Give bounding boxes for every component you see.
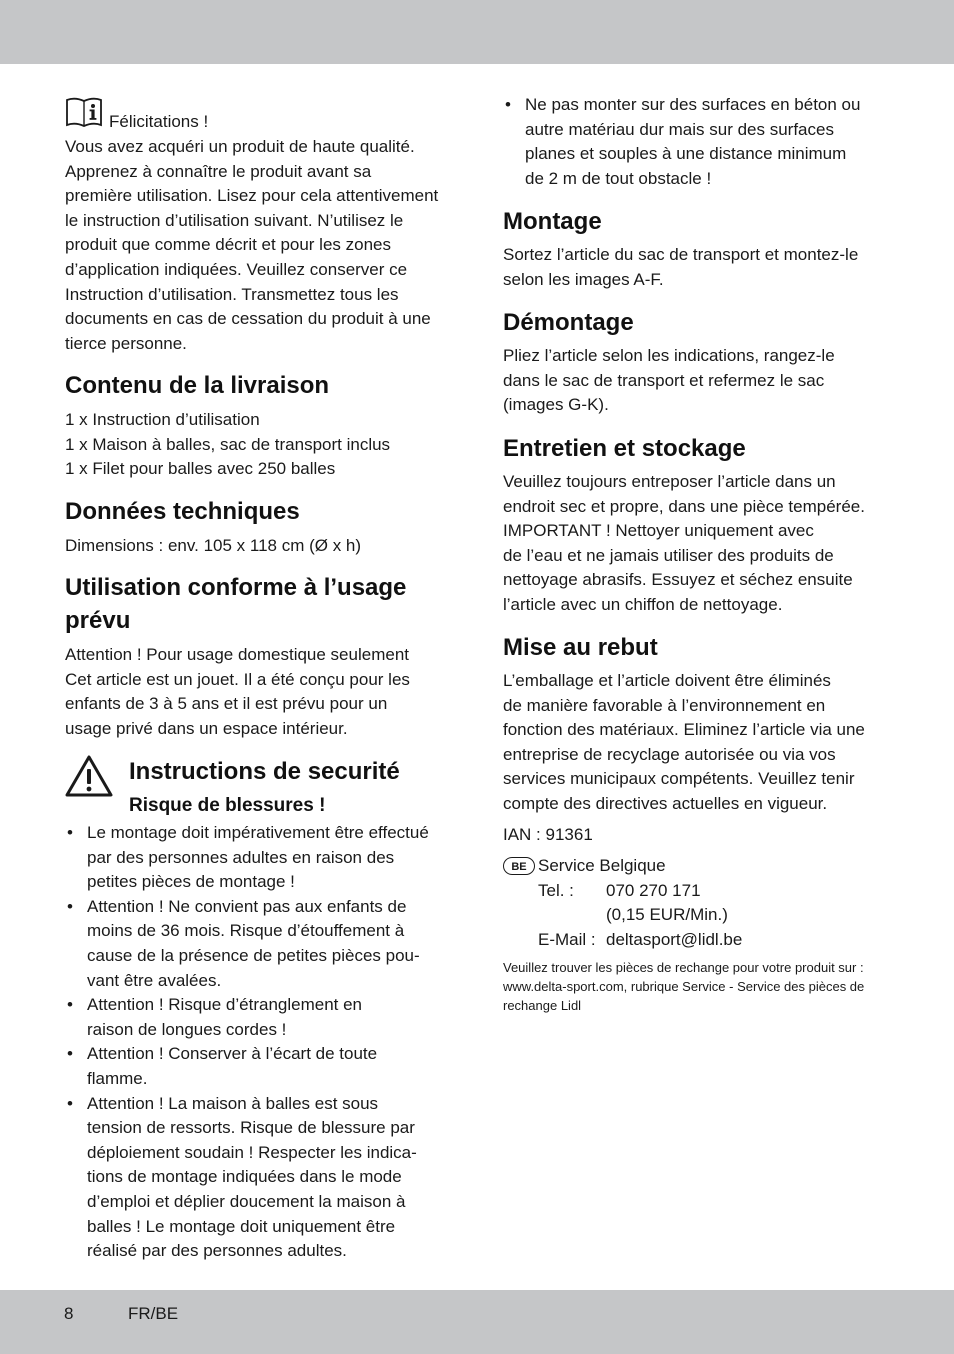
text-line: Veuillez toujours entreposer l’article dans un	[503, 472, 836, 491]
country-badge-be: BE	[503, 857, 535, 875]
safety-bullet	[65, 895, 455, 993]
bullet-line: planes et souples à une distance minimum	[525, 144, 847, 164]
safety-subheading: Risque de blessures !	[129, 795, 326, 816]
text-line: L’emballage et l’article doivent être éliminés	[503, 671, 831, 690]
intended-use-heading-line1: Utilisation conforme à l’usage	[65, 574, 407, 601]
bullet-line: • Attention ! Risque d’étranglement en	[87, 995, 363, 1015]
safety-bullet-list-continued	[503, 93, 893, 191]
bullet-line: petites pièces de montage !	[87, 872, 295, 892]
intro-line: d’application indiquées. Veuillez conserver ce	[65, 259, 408, 279]
bullet-line: tions de montage indiquées dans le mode	[87, 1167, 402, 1187]
text-line: de l’eau et ne jamais utiliser des produits de	[503, 545, 834, 565]
bullet-line: déploiement soudain ! Respecter les indica-	[87, 1142, 417, 1162]
care-paragraph	[503, 470, 865, 618]
intro-line: produit que comme décrit et pour les zones	[65, 235, 392, 255]
text-line: Pliez l’article selon les indications, rangez-le	[503, 346, 835, 365]
text-line: Veuillez trouver les pièces de rechange pour votre produit sur :	[503, 960, 864, 975]
bullet-line: cause de la présence de petites pièces pou-	[87, 945, 420, 965]
safety-bullet	[65, 1042, 455, 1091]
header-bar	[0, 0, 954, 64]
bullet-line: par des personnes adultes en raison des	[87, 847, 395, 867]
intro-line: Apprenez à connaître le produit avant sa	[65, 161, 372, 181]
info-book-icon	[65, 97, 103, 127]
text-line: dans le sac de transport et refermez le sac	[503, 370, 825, 390]
bullet-line: tension de ressorts. Risque de blessure par	[87, 1118, 415, 1138]
bullet-line: de 2 m de tout obstacle !	[525, 168, 712, 188]
text-line: de manière favorable à l’environnement en	[503, 695, 826, 715]
text-line: compte des directives actuelles en vigueur.	[503, 793, 828, 813]
delivery-list	[65, 408, 390, 482]
assembly-heading: Montage	[503, 208, 602, 235]
email-label: E-Mail :	[538, 930, 596, 949]
tel-value: 070 270 171	[606, 881, 701, 900]
bullet-line: • Attention ! Conserver à l’écart de toute	[87, 1044, 378, 1064]
intro-paragraph	[65, 135, 438, 356]
text-line: selon les images A-F.	[503, 269, 664, 289]
intro-line: le instruction d’utilisation suivant. N’utilisez le	[65, 210, 404, 230]
list-item: 1 x Maison à balles, sac de transport inclus	[65, 434, 391, 454]
technical-text: Dimensions : env. 105 x 118 cm (Ø x h)	[65, 536, 362, 555]
bullet-line: réalisé par des personnes adultes.	[87, 1241, 347, 1261]
tel-label: Tel. :	[538, 881, 574, 900]
bullet-line: • Le montage doit impérativement être effectué	[87, 823, 429, 842]
bullet-line: balles ! Le montage doit uniquement être	[87, 1216, 396, 1236]
text-line: IMPORTANT ! Nettoyer uniquement avec	[503, 521, 814, 541]
text-line: entreprise de recyclage autorisée ou via vos	[503, 744, 836, 764]
delivery-heading: Contenu de la livraison	[65, 372, 330, 399]
bullet-line: • Ne pas monter sur des surfaces en béton ou	[525, 95, 861, 114]
page-language: FR/BE	[128, 1304, 179, 1323]
bullet-line: flamme.	[87, 1068, 148, 1088]
text-line: Sortez l’article du sac de transport et montez-le	[503, 245, 859, 264]
disposal-heading: Mise au rebut	[503, 634, 658, 661]
intro-line: documents en cas de cessation du produit à une	[65, 309, 431, 329]
bullet-line: • Attention ! La maison à balles est sous	[87, 1093, 379, 1113]
bullet-line: vant être avalées.	[87, 970, 222, 990]
text-line: l’article avec un chiffon de nettoyage.	[503, 594, 783, 614]
disposal-paragraph	[503, 669, 865, 817]
bullet-line: • Attention ! Ne convient pas aux enfants de	[87, 896, 407, 916]
intro-line: tierce personne.	[65, 333, 187, 353]
list-item: 1 x Filet pour balles avec 250 balles	[65, 459, 336, 479]
bullet-line: autre matériau dur mais sur des surfaces	[525, 119, 834, 139]
text-line: endroit sec et propre, dans une pièce tempérée.	[503, 496, 865, 516]
text-line: enfants de 3 à 5 ans et il est prévu pour un	[65, 694, 388, 714]
safety-bullet	[65, 993, 455, 1042]
text-line: usage privé dans un espace intérieur.	[65, 718, 348, 738]
spares-note	[503, 958, 864, 1015]
intended-use-heading-line2: prévu	[65, 607, 131, 634]
warning-triangle-icon	[65, 754, 113, 798]
intro-line: première utilisation. Lisez pour cela attentivement	[65, 186, 439, 206]
safety-bullet	[65, 1092, 455, 1264]
intro-line: Vous avez acquéri un produit de haute qualité.	[65, 137, 415, 156]
care-heading: Entretien et stockage	[503, 435, 746, 462]
tel-rate: (0,15 EUR/Min.)	[606, 905, 728, 924]
bullet-line: moins de 36 mois. Risque d’étouffement à	[87, 921, 405, 941]
text-line: rechange Lidl	[503, 998, 582, 1013]
bullet-line: raison de longues cordes !	[87, 1019, 287, 1039]
email-value: deltasport@lidl.be	[606, 930, 743, 949]
intro-label: Félicitations !	[109, 112, 209, 131]
ian-number: IAN : 91361	[503, 825, 593, 844]
bullet-line: d’emploi et déplier doucement la maison à	[87, 1191, 406, 1211]
page-number: 8	[64, 1304, 74, 1323]
safety-heading: Instructions de securité	[129, 758, 400, 785]
text-line: www.delta-sport.com, rubrique Service - Service des pièces de	[503, 979, 865, 994]
intended-use-paragraph	[65, 643, 410, 741]
text-line: fonction des matériaux. Eliminez l’article via une	[503, 720, 865, 740]
text-line: Cet article est un jouet. Il a été conçu pour les	[65, 669, 410, 689]
assembly-paragraph	[503, 243, 858, 292]
safety-bullet	[503, 93, 893, 191]
text-line: nettoyage abrasifs. Essuyez et séchez ensuite	[503, 570, 853, 590]
safety-bullet	[65, 821, 455, 895]
text-line: services municipaux compétents. Veuillez tenir	[503, 769, 855, 789]
list-item: 1 x Instruction d’utilisation	[65, 410, 260, 429]
service-name: Service Belgique	[538, 856, 666, 875]
disassembly-heading: Démontage	[503, 309, 634, 336]
text-line: Attention ! Pour usage domestique seulement	[65, 645, 409, 664]
text-line: (images G-K).	[503, 395, 609, 415]
intro-line: Instruction d’utilisation. Transmettez tous les	[65, 284, 399, 304]
technical-heading: Données techniques	[65, 498, 300, 525]
safety-bullet-list	[65, 821, 455, 1264]
disassembly-paragraph	[503, 344, 835, 418]
